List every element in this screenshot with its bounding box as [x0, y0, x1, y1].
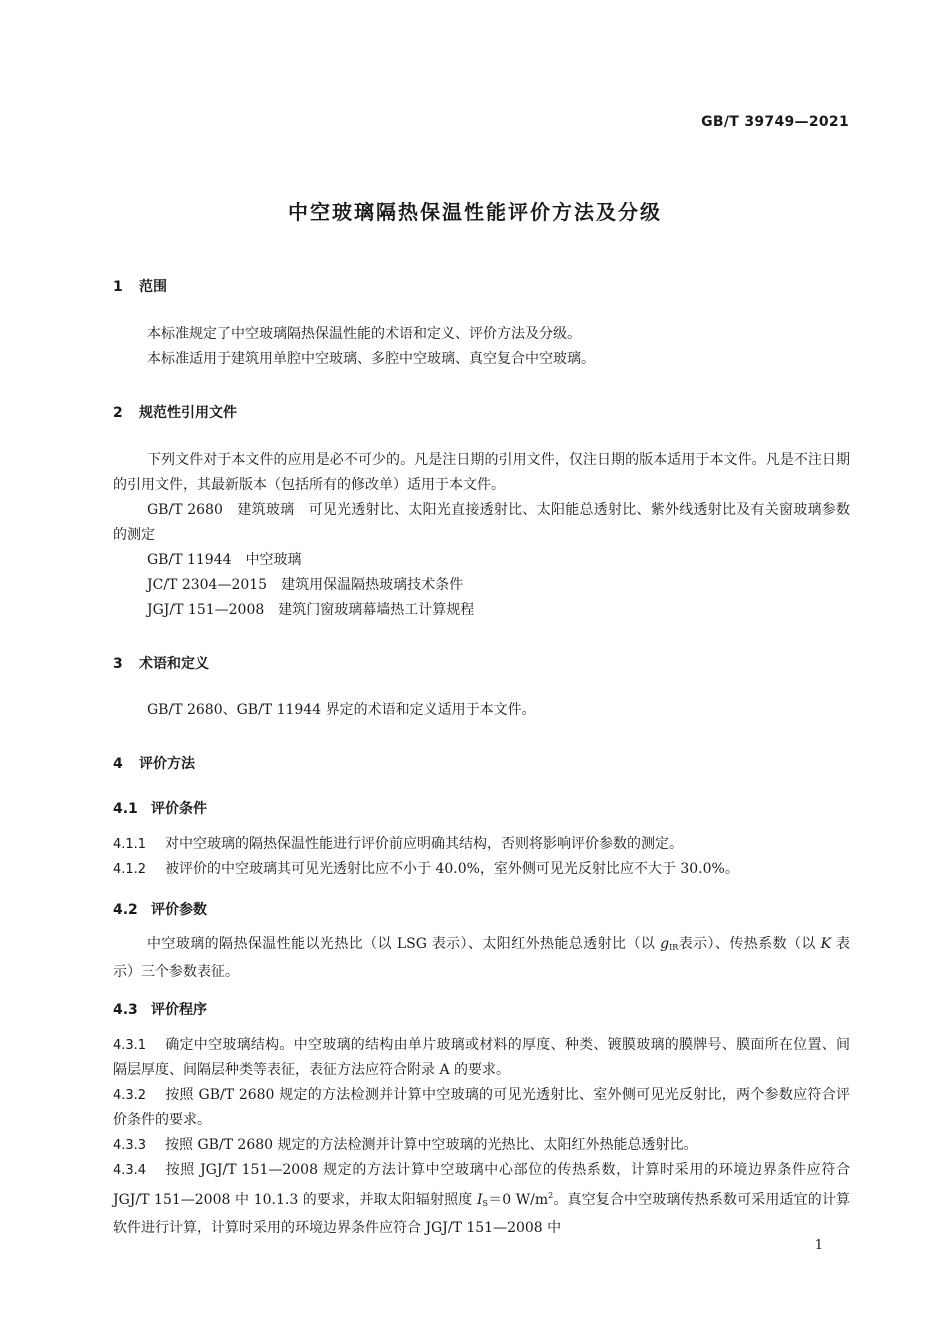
section-number: 3	[113, 656, 123, 672]
text-run: 表示）、传热系数（以	[678, 936, 821, 952]
clause-4-3-1	[113, 1033, 850, 1083]
section-4-heading	[113, 753, 195, 773]
reference-title: 建筑门窗玻璃幕墙热工计算规程	[278, 602, 475, 618]
clause-text: 按照 GB/T 2680 规定的方法检测并计算中空玻璃的可见光透射比、室外侧可见光反射比，两个参数应符合评价条件的要求。	[113, 1087, 850, 1128]
terms-paragraph: GB/T 2680、GB/T 11944 界定的术语和定义适用于本文件。	[147, 702, 536, 718]
section-3-heading	[113, 653, 209, 673]
clause-text: 按照 GB/T 2680 规定的方法检测并计算中空玻璃的光热比、太阳红外热能总透射比。	[165, 1137, 698, 1153]
section-number: 4	[113, 756, 123, 772]
section-1-heading	[113, 276, 167, 296]
reference-item	[113, 498, 850, 548]
clause-number: 4.3.4	[113, 1163, 147, 1178]
subsection-title: 评价程序	[151, 1002, 207, 1018]
clause-number: 4.3.2	[113, 1088, 147, 1103]
subsection-number: 4.1	[113, 801, 138, 817]
clause-4-1-2	[113, 857, 850, 882]
superscript: 2	[548, 1191, 554, 1200]
text-run: ＝0 W/m	[488, 1192, 549, 1208]
section-2-heading	[113, 402, 237, 422]
clause-text: 被评价的中空玻璃其可见光透射比应不小于 40.0%，室外侧可见光反射比应不大于 30.0%。	[165, 861, 739, 877]
reference-item	[147, 548, 302, 573]
document-title: 中空玻璃隔热保温性能评价方法及分级	[288, 200, 662, 224]
text-run: 。真空复合中空玻璃传热系数可采用适宜的计算软件进行计算，计算时采用的环境边界条件应符合 JGJ/T 151—2008 中	[113, 1192, 851, 1236]
subsection-4-1-heading	[113, 798, 207, 818]
reference-item	[147, 598, 474, 623]
reference-code: GB/T 11944	[147, 552, 232, 568]
symbol-g: g	[660, 936, 670, 952]
evaluation-parameters-paragraph	[113, 932, 850, 985]
text-run: 按照 JGJ/T 151—2008 规定的方法计算中空玻璃中心部位的传热系数，计算时采用的环境边界条件应符合 JGJ/T 151—2008 中 10.1.3 的要求，并取太阳辐射照度	[113, 1162, 850, 1208]
clause-text: 对中空玻璃的隔热保温性能进行评价前应明确其结构，否则将影响评价参数的测定。	[165, 836, 683, 852]
reference-code: JC/T 2304—2015	[147, 577, 268, 593]
clause-4-3-2	[113, 1083, 850, 1133]
subscript: S	[482, 1199, 488, 1208]
section-title: 规范性引用文件	[139, 405, 237, 421]
reference-title: 建筑用保温隔热玻璃技术条件	[281, 577, 464, 593]
text-run: 中空玻璃的隔热保温性能以光热比（以 LSG 表示）、太阳红外热能总透射比（以	[147, 936, 661, 952]
reference-title: 建筑玻璃 可见光透射比、太阳光直接透射比、太阳能总透射比、紫外线透射比及有关窗玻璃参数的测定	[113, 502, 851, 543]
clause-4-3-3	[113, 1133, 850, 1158]
subsection-title: 评价条件	[151, 801, 207, 817]
section-title: 范围	[139, 279, 167, 295]
section-number: 2	[113, 405, 123, 421]
subsection-4-3-heading	[113, 999, 207, 1019]
subsection-title: 评价参数	[151, 902, 207, 918]
subsection-number: 4.2	[113, 902, 138, 918]
clause-4-3-4	[113, 1158, 850, 1241]
subscript: IR	[669, 943, 679, 952]
subsection-4-2-heading	[113, 899, 207, 919]
section-number: 1	[113, 279, 123, 295]
symbol-i: I	[476, 1192, 483, 1208]
reference-title: 中空玻璃	[245, 552, 302, 568]
text-run: 表示）三个参数表征。	[113, 936, 850, 980]
clause-number: 4.1.2	[113, 862, 147, 877]
reference-code: JGJ/T 151—2008	[147, 602, 265, 618]
standard-number: GB/T 39749—2021	[701, 114, 849, 130]
clause-text: 确定中空玻璃结构。中空玻璃的结构由单片玻璃或材料的厚度、种类、镀膜玻璃的膜牌号、膜面所在位置、间隔层厚度、间隔层种类等表征，表征方法应符合附录 A 的要求。	[113, 1037, 850, 1078]
page-number: 1	[814, 1238, 823, 1253]
references-intro: 下列文件对于本文件的应用是必不可少的。凡是注日期的引用文件，仅注日期的版本适用于本文件。凡是不注日期的引用文件，其最新版本（包括所有的修改单）适用于本文件。	[113, 452, 850, 493]
clause-number: 4.3.1	[113, 1038, 147, 1053]
clause-number: 4.1.1	[113, 837, 147, 852]
clause-4-1-1	[113, 832, 850, 857]
symbol-k: K	[820, 936, 832, 952]
reference-item	[147, 573, 463, 598]
section-title: 评价方法	[139, 756, 195, 772]
reference-code: GB/T 2680	[147, 502, 223, 518]
scope-paragraph-2: 本标准适用于建筑用单腔中空玻璃、多腔中空玻璃、真空复合中空玻璃。	[147, 351, 595, 367]
scope-paragraph-1: 本标准规定了中空玻璃隔热保温性能的术语和定义、评价方法及分级。	[147, 326, 581, 342]
section-title: 术语和定义	[139, 656, 209, 672]
subsection-number: 4.3	[113, 1002, 138, 1018]
clause-number: 4.3.3	[113, 1138, 147, 1153]
